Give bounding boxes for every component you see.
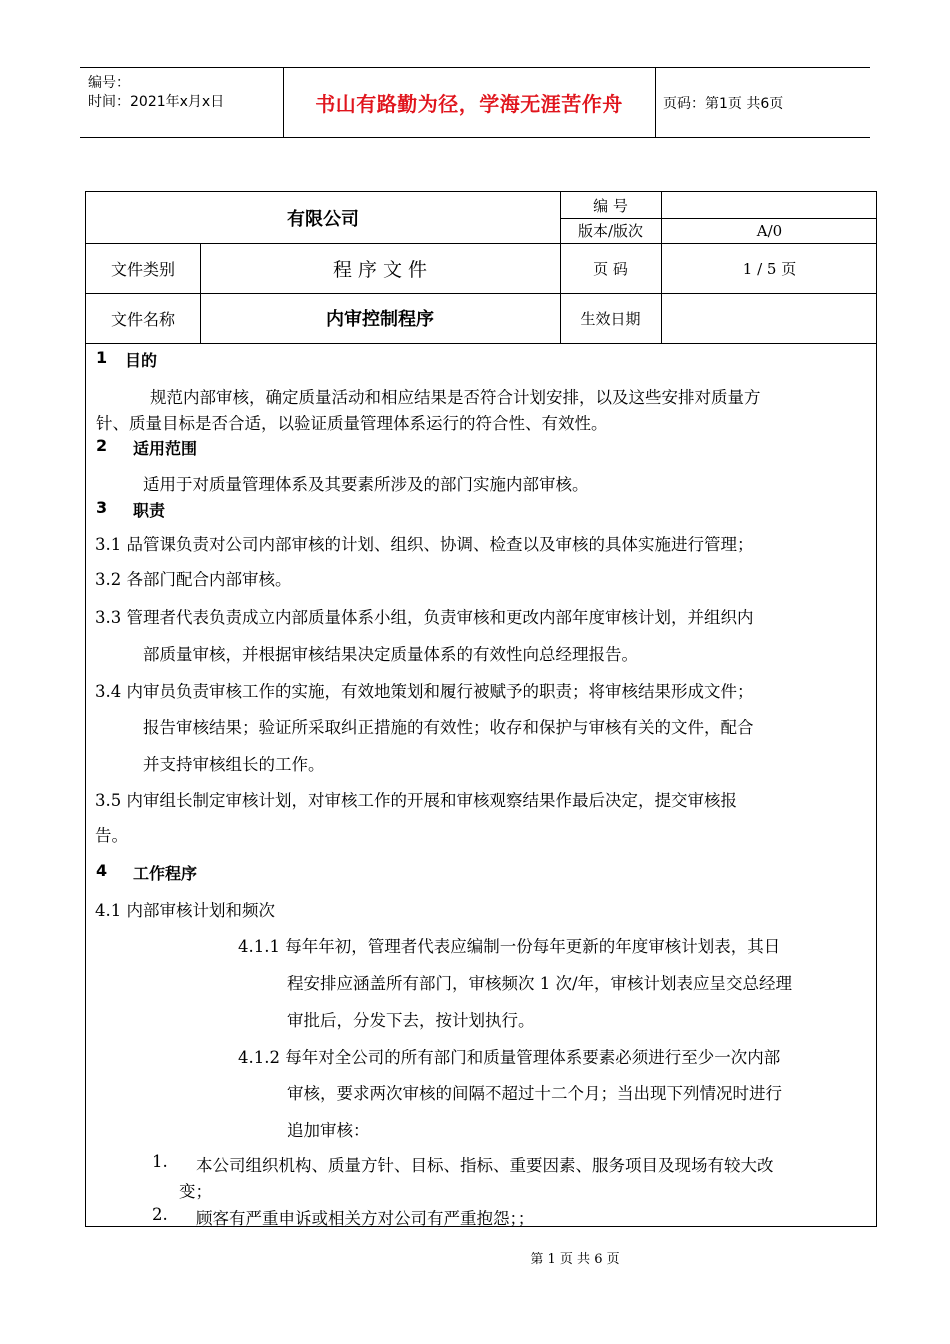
document-body xyxy=(86,344,876,1226)
category-value: 程 序 文 件 xyxy=(332,258,428,281)
list-item-number: 2. xyxy=(152,1205,168,1224)
section-1-title: 目的 xyxy=(125,351,158,370)
date-value xyxy=(661,293,878,343)
list-item: 告。 xyxy=(95,826,128,845)
list-item: 3.3 管理者代表负责成立内部质量体系小组，负责审核和更改内部年度审核计划，并组织内 xyxy=(95,608,754,627)
header-time-label: 时间：2021年x月x日 xyxy=(88,94,225,110)
document-form xyxy=(85,191,877,1227)
list-item: 3.5 内审组长制定审核计划，对审核工作的开展和审核观察结果作最后决定，提交审核报 xyxy=(95,791,737,810)
section-3-number: 3 xyxy=(96,498,108,517)
page-value: 1 / 5 页 xyxy=(742,259,797,278)
header-number-label: 编号： xyxy=(88,75,130,91)
list-item: 3.2 各部门配合内部审核。 xyxy=(95,570,292,589)
list-item-number: 1. xyxy=(152,1152,168,1171)
paragraph: 追加审核： xyxy=(287,1121,370,1140)
page-header xyxy=(80,67,870,138)
paragraph: 审核，要求两次审核的间隔不超过十二个月；当出现下列情况时进行 xyxy=(287,1084,782,1103)
list-item: 3.4 内审员负责审核工作的实施，有效地策划和履行被赋予的职责；将审核结果形成文件； xyxy=(95,682,754,701)
section-4-number: 4 xyxy=(96,861,108,880)
list-item: 并支持审核组长的工作。 xyxy=(143,755,325,774)
number-value xyxy=(661,192,878,218)
version-label: 版本/版次 xyxy=(577,222,644,240)
list-item: 本公司组织机构、质量方针、目标、指标、重要因素、服务项目及现场有较大改 xyxy=(196,1156,774,1175)
paragraph: 适用于对质量管理体系及其要素所涉及的部门实施内部审核。 xyxy=(143,475,589,494)
date-label: 生效日期 xyxy=(580,309,641,328)
company-name: 有限公司 xyxy=(287,208,359,230)
subsection-title: 4.1 内部审核计划和频次 xyxy=(95,901,275,920)
version-value: A/0 xyxy=(756,221,783,240)
list-item: 报告审核结果；验证所采取纠正措施的有效性；收存和保护与审核有关的文件，配合 xyxy=(143,718,754,737)
section-2-number: 2 xyxy=(96,436,108,455)
paragraph: 审批后，分发下去，按计划执行。 xyxy=(287,1011,535,1030)
name-label: 文件名称 xyxy=(110,309,175,329)
number-label: 编 号 xyxy=(593,196,628,215)
section-1-number: 1 xyxy=(96,348,108,367)
category-label: 文件类别 xyxy=(110,259,175,279)
document-title: 内审控制程序 xyxy=(326,309,434,330)
page-label: 页 码 xyxy=(593,259,628,278)
footer-page-number: 第 1 页 共 6 页 xyxy=(530,1252,620,1267)
paragraph: 程安排应涵盖所有部门，审核频次 1 次/年，审核计划表应呈交总经理 xyxy=(287,974,793,993)
list-item: 3.1 品管课负责对公司内部审核的计划、组织、协调、检查以及审核的具体实施进行管理； xyxy=(95,535,754,554)
list-item: 部质量审核，并根据审核结果决定质量体系的有效性向总经理报告。 xyxy=(143,645,638,664)
header-meta xyxy=(88,74,224,112)
header-divider xyxy=(655,68,656,137)
header-motto: 书山有路勤为径，学海无涯苦作舟 xyxy=(315,92,623,116)
section-4-title: 工作程序 xyxy=(133,864,198,883)
list-item: 顾客有严重申诉或相关方对公司有严重抱怨；； xyxy=(196,1209,535,1228)
paragraph: 规范内部审核，确定质量活动和相应结果是否符合计划安排，以及这些安排对质量方 xyxy=(150,388,761,407)
header-page-info: 页码：第1页 共6页 xyxy=(663,95,784,112)
list-item: 变； xyxy=(179,1182,212,1201)
paragraph: 4.1.1 每年年初，管理者代表应编制一份每年更新的年度审核计划表，其日 xyxy=(238,937,781,956)
paragraph: 4.1.2 每年对全公司的所有部门和质量管理体系要素必须进行至少一次内部 xyxy=(238,1048,781,1067)
section-2-title: 适用范围 xyxy=(133,439,198,458)
section-3-title: 职责 xyxy=(133,501,166,520)
page-footer xyxy=(0,1248,950,1267)
paragraph: 针、质量目标是否合适，以验证质量管理体系运行的符合性、有效性。 xyxy=(96,414,608,433)
